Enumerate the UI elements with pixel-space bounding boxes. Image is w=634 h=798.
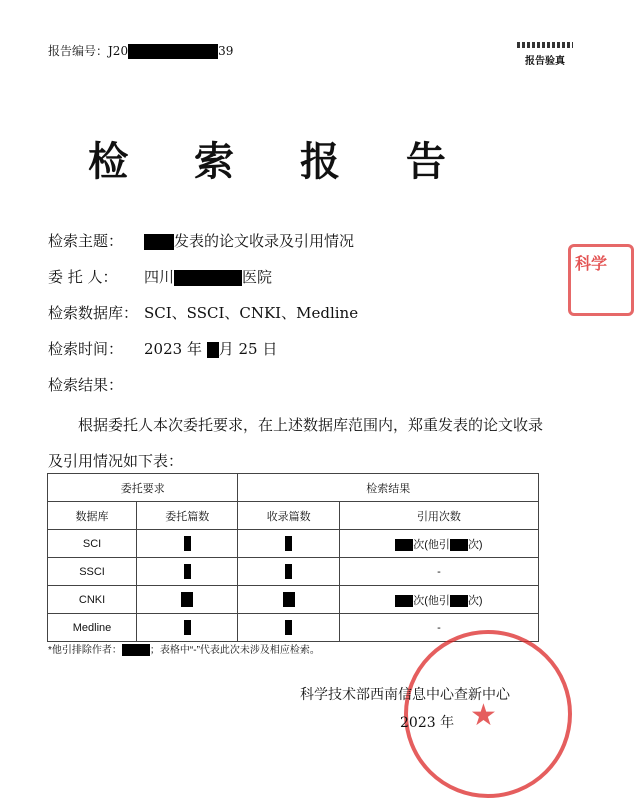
column-header: 委托篇数 bbox=[137, 502, 238, 530]
client-label: 委 托 人： bbox=[48, 268, 118, 286]
side-seal-text: 科学 bbox=[575, 254, 608, 273]
footnote bbox=[48, 641, 320, 656]
column-header: 收录篇数 bbox=[238, 502, 339, 530]
page-title: 检 索 报 告 bbox=[88, 138, 472, 185]
database-value: SCI、SSCI、CNKI、Medline bbox=[144, 304, 359, 322]
cite-cell bbox=[339, 586, 538, 614]
topic-row bbox=[48, 230, 354, 251]
table-row bbox=[48, 558, 539, 586]
topic-value: 发表的论文收录及引用情况 bbox=[174, 232, 355, 250]
db-cell: SCI bbox=[48, 530, 137, 558]
body-paragraph: 根据委托人本次委托要求，在上述数据库范围内，郑重发表的论文收录及引用情况如下表： bbox=[48, 416, 544, 470]
column-header: 数据库 bbox=[48, 502, 137, 530]
client-prefix: 四川 bbox=[144, 268, 175, 286]
verify-badge[interactable] bbox=[510, 42, 580, 67]
note-prefix: *他引排除作者： bbox=[48, 645, 122, 656]
star-icon: ★ bbox=[470, 698, 497, 733]
db-cell: Medline bbox=[48, 614, 137, 642]
redaction bbox=[450, 595, 468, 607]
sign-date: 2023 年 bbox=[400, 715, 455, 731]
side-seal bbox=[568, 244, 634, 316]
redaction bbox=[450, 539, 468, 551]
time-label: 检索时间： bbox=[48, 340, 124, 358]
redaction bbox=[285, 536, 292, 551]
cite-cell: - bbox=[339, 614, 538, 642]
redaction bbox=[144, 234, 174, 250]
note-suffix: ；表格中“-”代表此次未涉及相应检索。 bbox=[149, 645, 320, 656]
result-row bbox=[48, 374, 144, 395]
result-label: 检索结果： bbox=[48, 376, 124, 394]
redacted-cell bbox=[137, 558, 238, 586]
redacted-cell bbox=[238, 586, 339, 614]
redaction bbox=[207, 342, 219, 358]
redaction bbox=[184, 564, 191, 579]
table-group-header bbox=[48, 474, 539, 502]
client-row bbox=[48, 266, 272, 287]
cite-text-b: 次) bbox=[467, 594, 483, 607]
redaction bbox=[181, 592, 193, 607]
redacted-cell bbox=[137, 586, 238, 614]
report-number-prefix: 报告编号：J20 bbox=[48, 44, 129, 58]
group-header: 检索结果 bbox=[238, 474, 539, 502]
db-cell: SSCI bbox=[48, 558, 137, 586]
time-row bbox=[48, 338, 277, 359]
redacted-cell bbox=[137, 614, 238, 642]
table-column-header bbox=[48, 502, 539, 530]
signer: 科学技术部西南信息中心查新中心 bbox=[300, 687, 510, 703]
redaction bbox=[184, 536, 191, 551]
db-cell: CNKI bbox=[48, 586, 137, 614]
redacted-cell bbox=[238, 558, 339, 586]
table-row bbox=[48, 586, 539, 614]
database-row bbox=[48, 302, 358, 323]
barcode-icon bbox=[517, 42, 573, 48]
table-row bbox=[48, 530, 539, 558]
client-suffix: 医院 bbox=[242, 268, 273, 286]
cite-text-b: 次) bbox=[467, 538, 483, 551]
redaction bbox=[395, 595, 413, 607]
redaction bbox=[285, 620, 292, 635]
redaction bbox=[283, 592, 295, 607]
redaction bbox=[395, 539, 413, 551]
cite-cell bbox=[339, 530, 538, 558]
redaction bbox=[122, 644, 150, 656]
topic-label: 检索主题： bbox=[48, 232, 124, 250]
redaction bbox=[285, 564, 292, 579]
redaction bbox=[174, 270, 242, 286]
group-header: 委托要求 bbox=[48, 474, 238, 502]
time-year: 2023 年 bbox=[144, 340, 202, 358]
report-number bbox=[48, 42, 233, 59]
cite-cell: - bbox=[339, 558, 538, 586]
verify-label: 报告验真 bbox=[525, 56, 565, 67]
report-number-suffix: 39 bbox=[218, 44, 234, 58]
column-header: 引用次数 bbox=[339, 502, 538, 530]
cite-text-a: 次(他引 bbox=[413, 594, 450, 607]
time-day: 月 25 日 bbox=[218, 340, 278, 358]
redacted-cell bbox=[137, 530, 238, 558]
redacted-cell bbox=[238, 530, 339, 558]
redacted-cell bbox=[238, 614, 339, 642]
cite-text-a: 次(他引 bbox=[413, 538, 450, 551]
results-table bbox=[47, 473, 539, 642]
database-label: 检索数据库： bbox=[48, 304, 139, 322]
redaction bbox=[128, 44, 218, 59]
redaction bbox=[184, 620, 191, 635]
